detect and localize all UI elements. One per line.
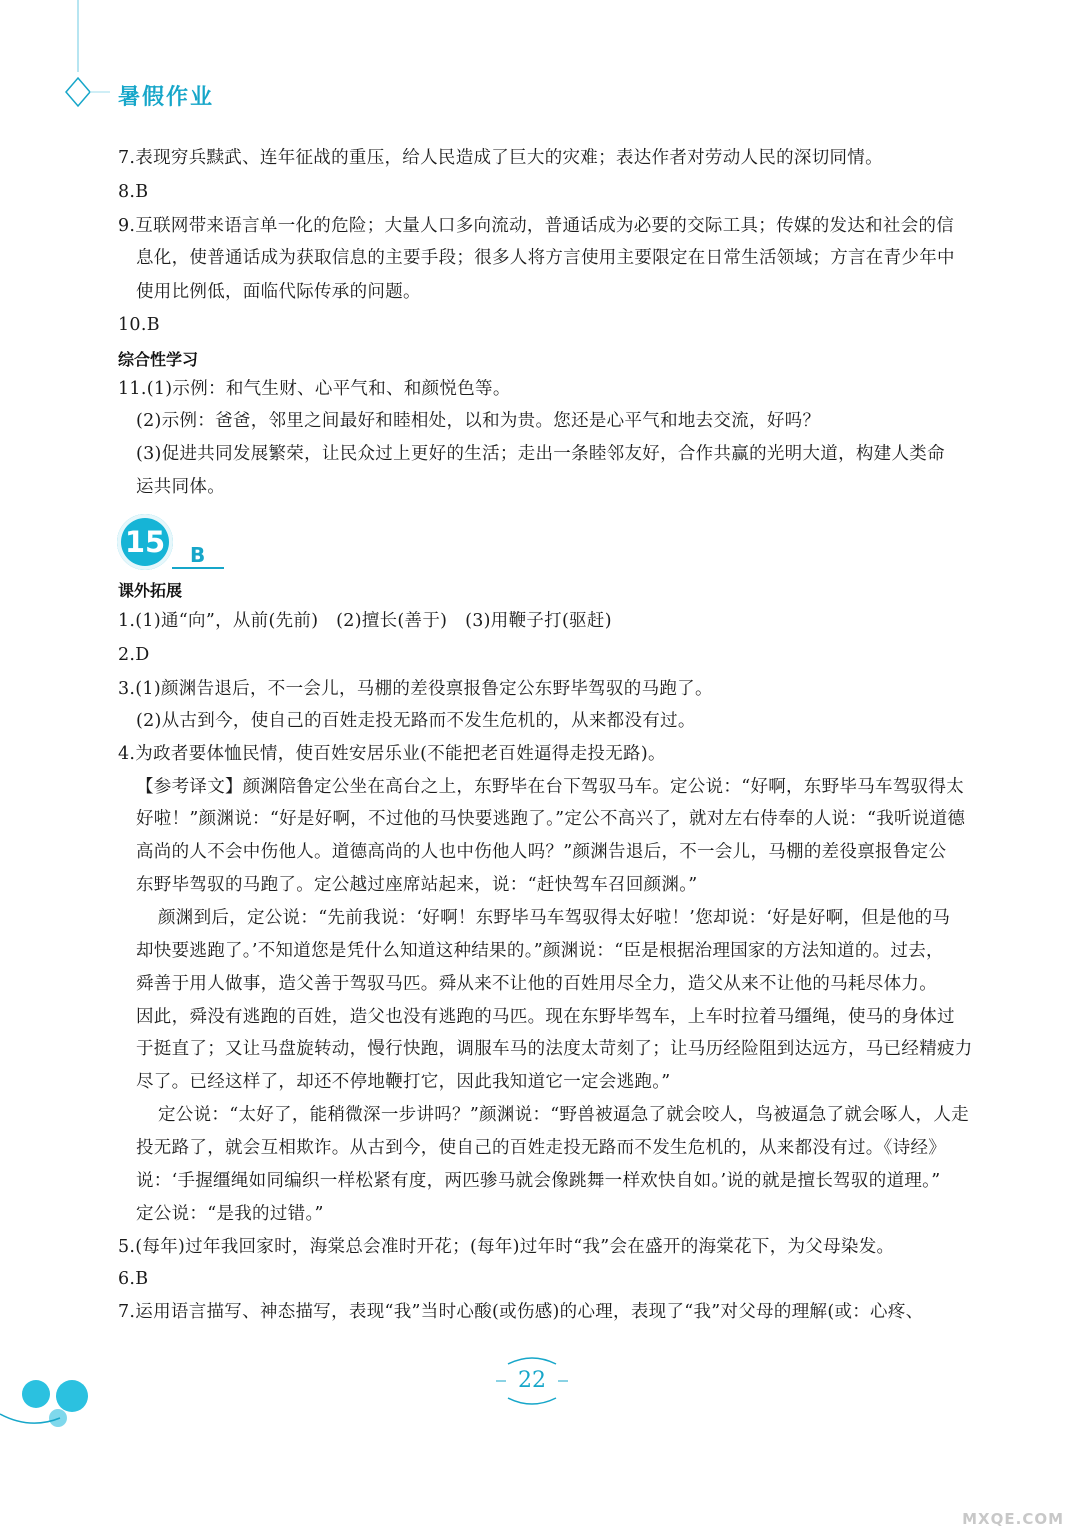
answer-line: (2)示例：爸爸，邻里之间最好和睦相处，以和为贵。您还是心平气和地去交流，好吗？ — [136, 411, 821, 431]
answer-line: 9.互联网带来语言单一化的危险；大量人口多向流动，普通话成为必要的交际工具；传媒的发达和社会的信 — [118, 216, 955, 236]
header-title: 暑假作业 — [118, 85, 215, 110]
answer-line: 5.(每年)过年我回家时，海棠总会准时开花；(每年)过年时“我”会在盛开的海棠花下，为父母染发。 — [118, 1237, 895, 1257]
answer-line: 10.B — [118, 315, 160, 335]
answer-line: 3.(1)颜渊告退后，不一会儿，马棚的差役禀报鲁定公东野毕驾驭的马跑了。 — [118, 679, 713, 699]
answer-line: 11.(1)示例：和气生财、心平气和、和颜悦色等。 — [118, 379, 511, 399]
translation-line: 好啦！”颜渊说：“好是好啊，不过他的马快要逃跑了。”定公不高兴了，就对左右侍奉的人说：“我听说道德 — [136, 809, 966, 829]
section-heading: 课外拓展 — [118, 581, 183, 600]
translation-line: 舜善于用人做事，造父善于驾驭马匹。舜从来不让他的百姓用尽全力，造父从来不让他的马耗尽体力。 — [136, 974, 937, 994]
answer-line: 7.表现穷兵黩武、连年征战的重压，给人民造成了巨大的灾难；表达作者对劳动人民的深切同情。 — [118, 148, 883, 168]
footer-bubbles-decoration — [0, 1360, 110, 1450]
lesson-number-badge: 15 — [117, 514, 173, 570]
lesson-part-letter: B — [190, 543, 206, 567]
translation-line: 却快要逃跑了。’不知道您是凭什么知道这种结果的。”颜渊说：“臣是根据治理国家的方法知道的。过去， — [136, 941, 944, 961]
translation-line: 高尚的人不会中伤他人。道德高尚的人也中伤他人吗？”颜渊告退后，不一会儿，马棚的差役禀报鲁定公 — [136, 842, 947, 862]
watermark: MXQE.COM — [962, 1510, 1064, 1528]
answer-line: (3)促进共同发展繁荣，让民众过上更好的生活；走出一条睦邻友好，合作共赢的光明大道，构建人类命 — [136, 444, 945, 464]
translation-line: 说：‘手握缰绳如同编织一样松紧有度，两匹骖马就会像跳舞一样欢快自如。’说的就是擅长驾驭的道理。” — [136, 1171, 941, 1191]
translation-line: 定公说：“太好了，能稍微深一步讲吗？”颜渊说：“野兽被逼急了就会咬人，鸟被逼急了就会啄人，人走 — [158, 1105, 969, 1125]
page-number: 22 — [518, 1368, 546, 1393]
section-heading: 综合性学习 — [118, 350, 199, 369]
answer-line: 8.B — [118, 182, 149, 202]
answer-line: 运共同体。 — [136, 477, 225, 497]
badge-underline — [172, 567, 224, 569]
answer-line: 1.(1)通“向”，从前(先前) (2)擅长(善于) (3)用鞭子打(驱赶) — [118, 611, 612, 631]
answer-line: 使用比例低，面临代际传承的问题。 — [136, 282, 421, 302]
translation-line: 【参考译文】颜渊陪鲁定公坐在高台之上，东野毕在台下驾驭马车。定公说：“好啊，东野毕马车驾驭得太 — [136, 777, 965, 797]
translation-line: 投无路了，就会互相欺诈。从古到今，使自己的百姓走投无路而不发生危机的，从来都没有过。《诗经》 — [136, 1138, 947, 1158]
translation-line: 东野毕驾驭的马跑了。定公越过座席站起来，说：“赶快驾车召回颜渊。” — [136, 875, 698, 895]
answer-line: 7.运用语言描写、神态描写，表现“我”当时心酸(或伤感)的心理，表现了“我”对父母的理解(或：心疼、 — [118, 1302, 924, 1322]
answer-line: 息化，使普通话成为获取信息的主要手段；很多人将方言使用主要限定在日常生活领域；方言在青少年中 — [136, 248, 955, 268]
answer-line: 4.为政者要体恤民情，使百姓安居乐业(不能把老百姓逼得走投无路)。 — [118, 744, 666, 764]
header-decoration — [0, 0, 120, 130]
translation-line: 颜渊到后，定公说：“先前我说：‘好啊！东野毕马车驾驭得太好啦！’您却说：‘好是好啊，但是他的马 — [158, 908, 951, 928]
answer-line: 6.B — [118, 1269, 149, 1289]
translation-line: 定公说：“是我的过错。” — [136, 1204, 324, 1224]
translation-line: 尽了。已经这样了，却还不停地鞭打它，因此我知道它一定会逃跑。” — [136, 1072, 671, 1092]
answer-line: (2)从古到今，使自己的百姓走投无路而不发生危机的，从来都没有过。 — [136, 711, 696, 731]
answer-line: 2.D — [118, 645, 150, 665]
translation-line: 于挺直了；又让马盘旋转动，慢行快跑，调服车马的法度太苛刻了；让马历经险阻到达远方，马已经精疲力 — [136, 1039, 973, 1059]
translation-line: 因此，舜没有逃跑的百姓，造父也没有逃跑的马匹。现在东野毕驾车，上车时拉着马缰绳，使马的身体过 — [136, 1007, 955, 1027]
